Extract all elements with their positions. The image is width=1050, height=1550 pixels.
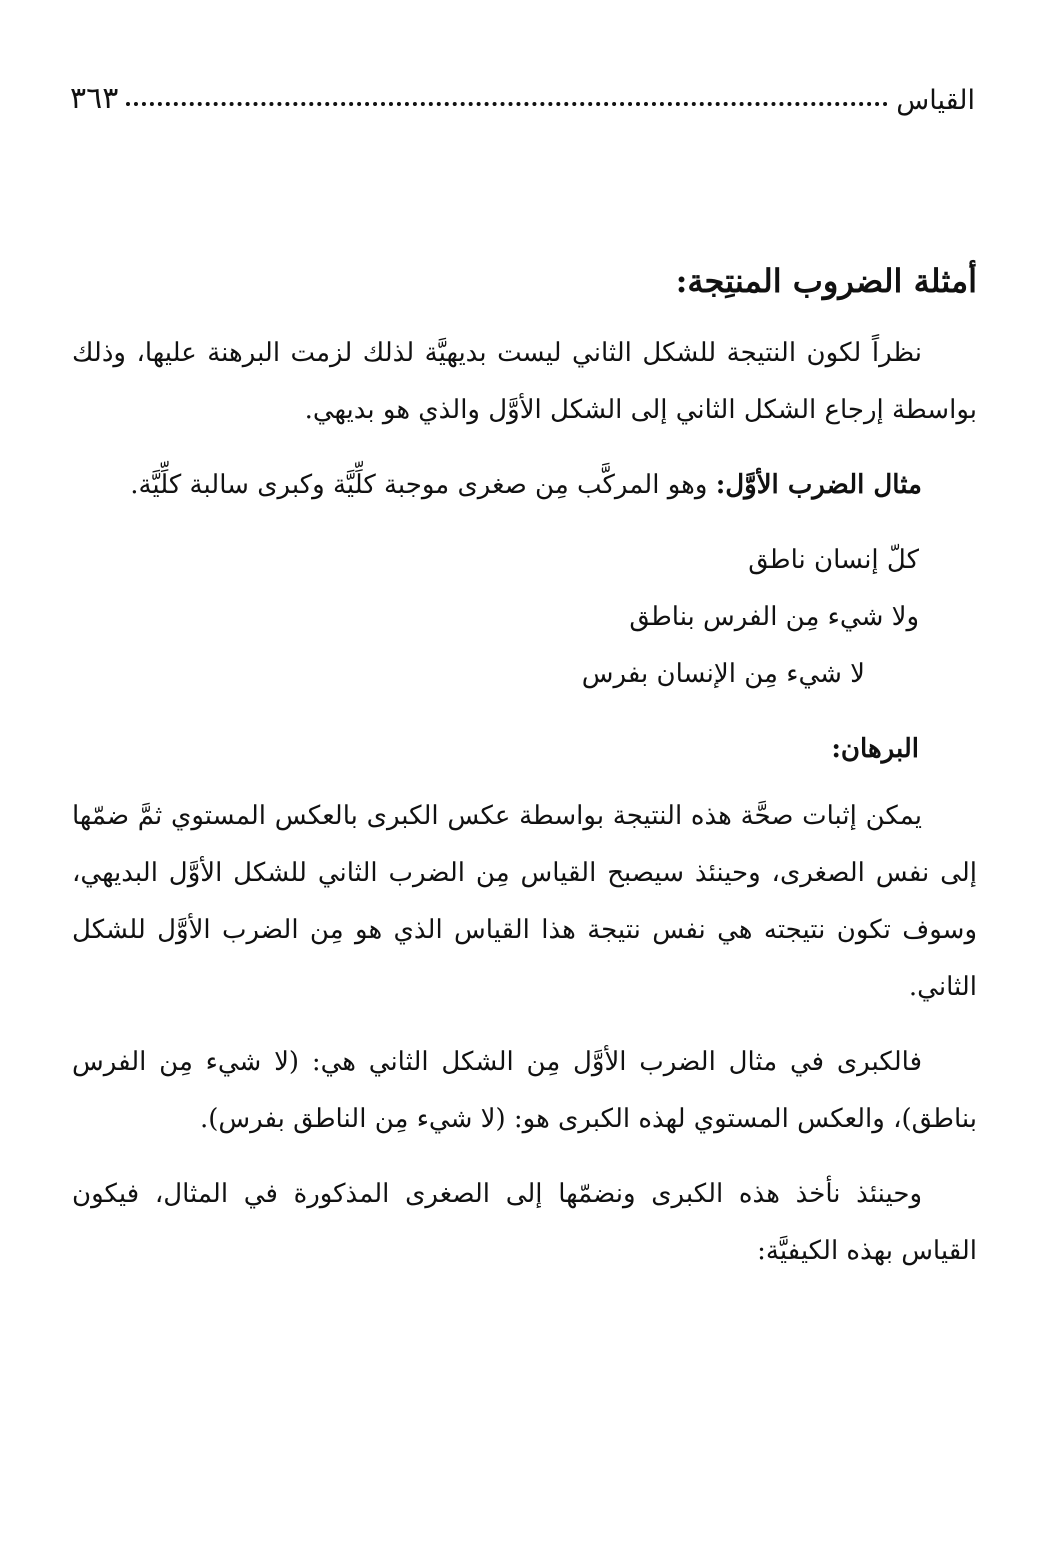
major-premise: ولا شيء مِن الفرس بناطق — [629, 602, 919, 632]
running-header — [70, 70, 975, 116]
final-paragraph: وحينئذ نأخذ هذه الكبرى ونضمّها إلى الصغرى المذكورة في المثال، فيكون القياس بهذه الكيفيَّة: — [72, 1179, 977, 1266]
proof-heading: البرهان: — [831, 734, 919, 764]
example-paragraph — [72, 457, 977, 514]
section-heading: أمثلة الضروب المنتِجة: — [675, 262, 977, 300]
syllogism — [72, 532, 977, 703]
example-label: مثال الضرب الأوَّل: — [715, 470, 922, 500]
minor-premise: كلّ إنسان ناطق — [748, 545, 919, 575]
running-title: القياس — [896, 85, 975, 116]
intro-paragraph: نظراً لكون النتيجة للشكل الثاني ليست بديهيَّة لذلك لزمت البرهنة عليها، وذلك بواسطة إرجاع الشكل الثاني إلى الشكل الأوَّل والذي هو بديهي. — [72, 338, 977, 425]
dotted-leader — [126, 102, 888, 106]
page-number: ٣٦٣ — [70, 81, 119, 116]
page-body — [72, 255, 977, 1298]
proof-paragraph: يمكن إثبات صحَّة هذه النتيجة بواسطة عكس الكبرى بالعكس المستوي ثمَّ ضمّها إلى نفس الصغرى، وحينئذ سيصبح القياس مِن الضرب الثاني للشكل الأوَّل البديهي، وسوف تكون نتيجته هي نفس نتيجة هذا القياس الذي هو مِن الضرب الأوَّل للشكل الثاني. — [72, 801, 977, 1002]
syllogism-conclusion: لا شيء مِن الإنسان بفرس — [581, 659, 865, 689]
major-paragraph: فالكبرى في مثال الضرب الأوَّل مِن الشكل الثاني هي: (لا شيء مِن الفرس بناطق)، والعكس المستوي لهذه الكبرى هو: (لا شيء مِن الناطق بفرس). — [72, 1047, 977, 1134]
example-text: وهو المركَّب مِن صغرى موجبة كلِّيَّة وكبرى سالبة كلِّيَّة. — [130, 470, 708, 500]
